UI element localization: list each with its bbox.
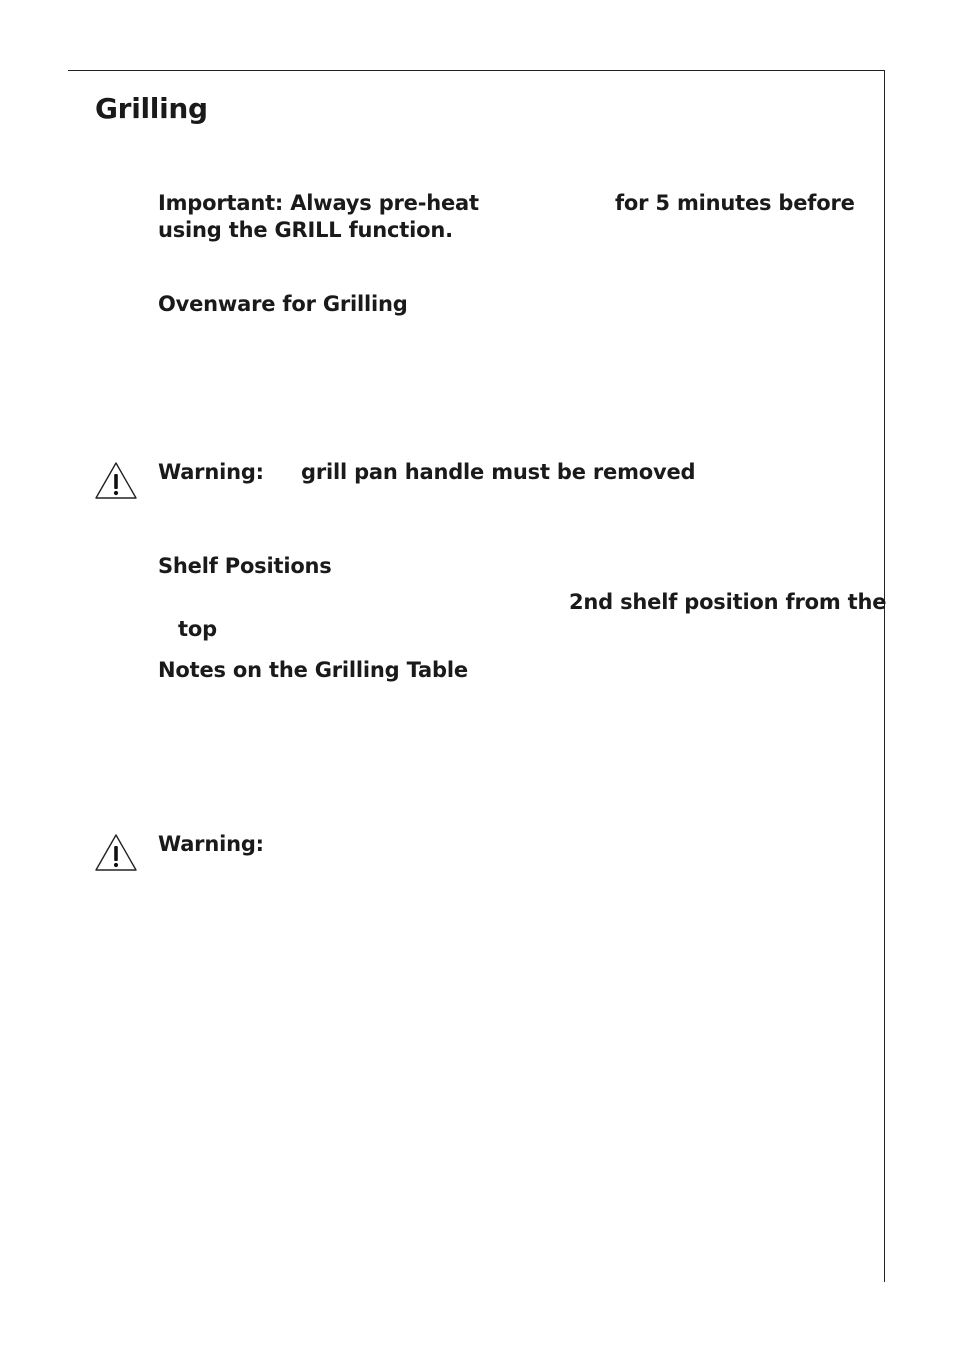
shelf-text-part2: top (178, 617, 217, 641)
top-rule (68, 70, 885, 71)
warning2-label: Warning: (158, 832, 264, 856)
warning1-text: grill pan handle must be removed (301, 460, 696, 484)
important-text-part2: for 5 minutes before (615, 191, 855, 215)
important-text-line2: using the GRILL function. (158, 218, 453, 242)
notes-heading: Notes on the Grilling Table (158, 658, 468, 682)
warning1-label: Warning: (158, 460, 264, 484)
right-rule (884, 70, 885, 1282)
shelf-heading: Shelf Positions (158, 554, 332, 578)
page-title: Grilling (95, 92, 208, 125)
warning-triangle-icon (94, 833, 138, 873)
important-text-part1: Important: Always pre-heat (158, 191, 479, 215)
warning-triangle-icon (94, 461, 138, 501)
ovenware-heading: Ovenware for Grilling (158, 292, 408, 316)
shelf-text-part1: 2nd shelf position from the (569, 590, 887, 614)
